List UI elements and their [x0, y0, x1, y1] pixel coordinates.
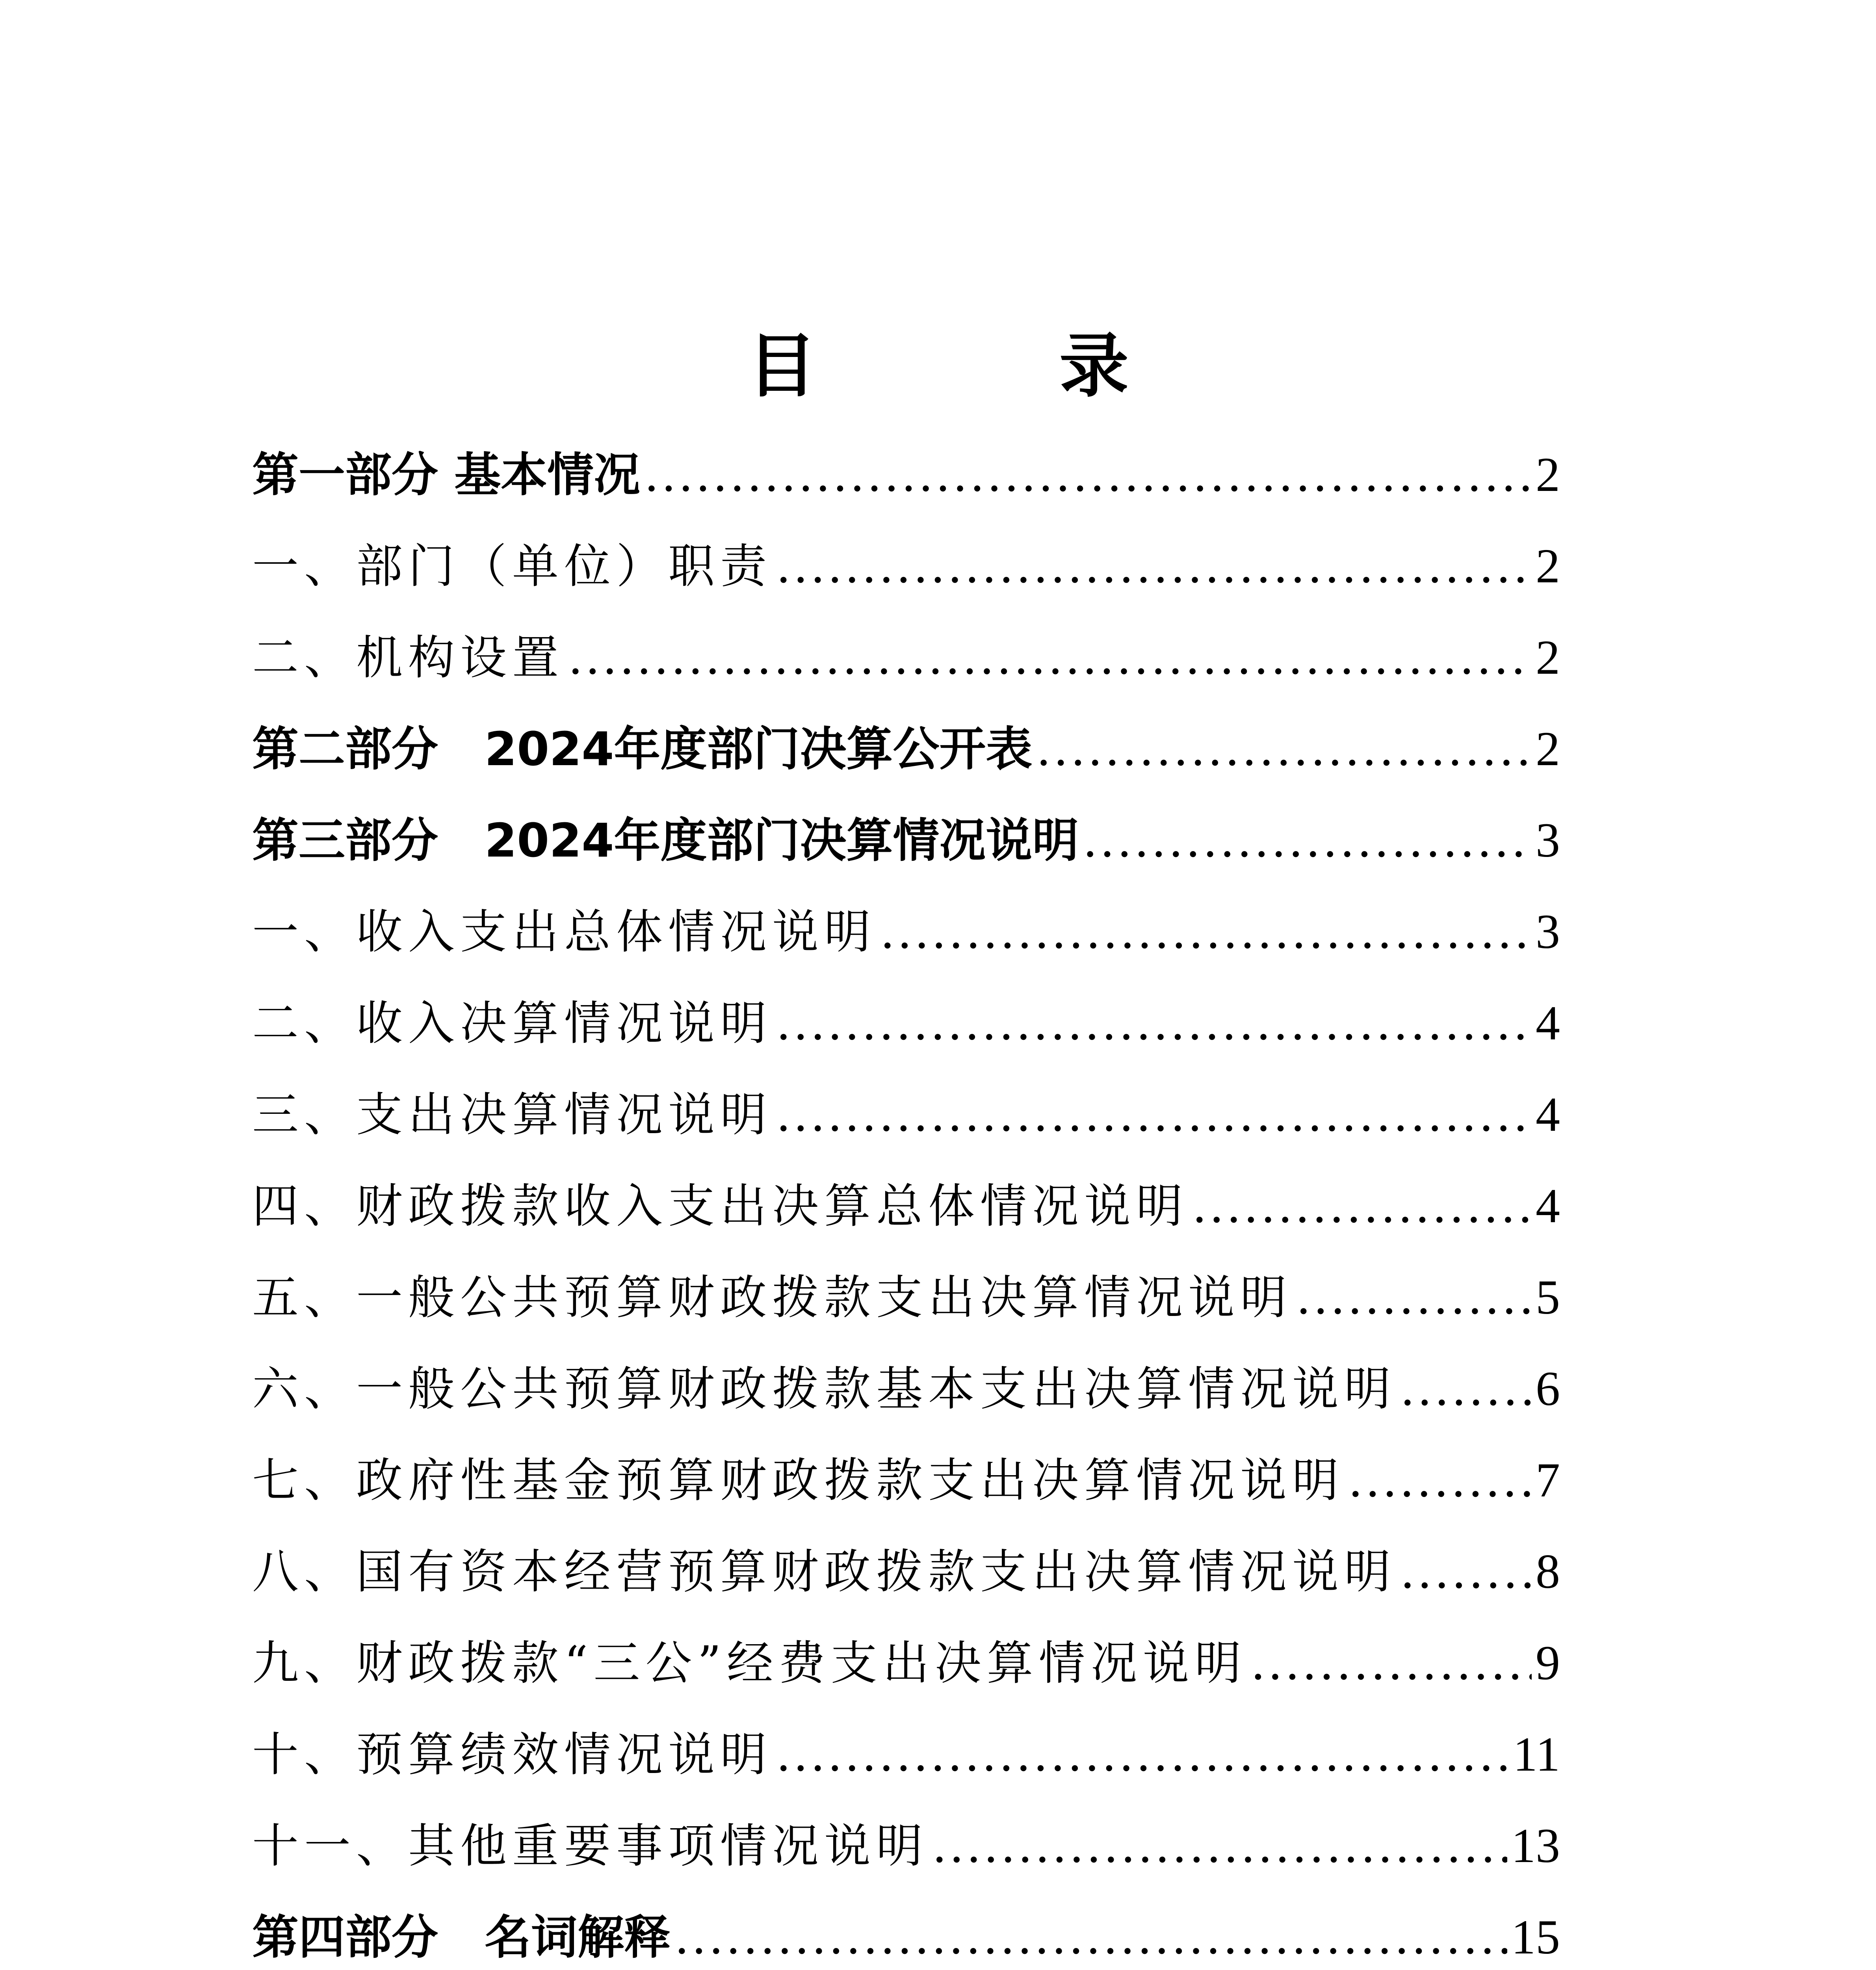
toc-entry-label: 七、政府性基金预算财政拨款支出决算情况说明 — [252, 1453, 1345, 1507]
table-of-contents — [252, 437, 1560, 1970]
toc-entry-page: 2 — [1536, 722, 1560, 776]
page-title: 目 录 — [747, 326, 1215, 407]
toc-entry-section-1-1[interactable] — [252, 529, 1560, 620]
toc-entry-section-3-8[interactable] — [252, 1534, 1560, 1626]
toc-entry-page: 15 — [1511, 1910, 1560, 1964]
toc-entry-part-1[interactable] — [252, 437, 1560, 529]
toc-entry-section-3-1[interactable] — [252, 894, 1560, 986]
toc-entry-part-4[interactable] — [252, 1900, 1560, 1970]
toc-entry-label: 十、预算绩效情况说明 — [252, 1727, 773, 1782]
toc-dot-leader — [568, 630, 1532, 685]
toc-dot-leader — [776, 1727, 1509, 1782]
toc-dot-leader — [1400, 1544, 1532, 1599]
toc-entry-section-3-2[interactable] — [252, 986, 1560, 1077]
toc-entry-label: 一、收入支出总体情况说明 — [252, 905, 877, 959]
toc-entry-section-1-2[interactable] — [252, 620, 1560, 712]
toc-entry-section-3-3[interactable] — [252, 1077, 1560, 1169]
toc-entry-label: 八、国有资本经营预算财政拨款支出决算情况说明 — [252, 1544, 1397, 1599]
toc-dot-leader — [932, 1819, 1507, 1873]
toc-entry-page: 4 — [1536, 996, 1560, 1050]
toc-dot-leader — [674, 1910, 1507, 1964]
toc-entry-page: 13 — [1511, 1819, 1560, 1873]
toc-entry-page: 3 — [1536, 905, 1560, 959]
toc-dot-leader — [1083, 813, 1532, 868]
toc-dot-leader — [776, 1087, 1532, 1142]
toc-entry-section-3-4[interactable] — [252, 1169, 1560, 1260]
toc-entry-section-3-11[interactable] — [252, 1808, 1560, 1900]
toc-entry-label: 二、机构设置 — [252, 630, 565, 685]
toc-dot-leader — [880, 905, 1532, 959]
toc-dot-leader — [1348, 1453, 1532, 1507]
toc-entry-label: 九、财政拨款“三公”经费支出决算情况说明 — [252, 1636, 1247, 1690]
toc-entry-section-3-10[interactable] — [252, 1717, 1560, 1808]
toc-entry-label: 十一、其他重要事项情况说明 — [252, 1819, 929, 1873]
toc-entry-label: 四、财政拨款收入支出决算总体情况说明 — [252, 1179, 1189, 1233]
toc-entry-page: 2 — [1536, 539, 1560, 593]
toc-dot-leader — [1036, 722, 1532, 776]
toc-entry-page: 8 — [1536, 1544, 1560, 1598]
toc-entry-page: 5 — [1536, 1270, 1560, 1324]
toc-dot-leader — [1251, 1636, 1532, 1690]
toc-entry-label: 第三部分 2024年度部门决算情况说明 — [252, 813, 1079, 868]
toc-entry-page: 3 — [1536, 813, 1560, 867]
toc-entry-page: 2 — [1536, 448, 1560, 502]
toc-dot-leader — [1296, 1270, 1532, 1325]
toc-entry-section-3-6[interactable] — [252, 1351, 1560, 1443]
toc-entry-page: 4 — [1536, 1087, 1560, 1141]
toc-entry-label: 一、部门（单位）职责 — [252, 539, 773, 593]
toc-entry-label: 第一部分 基本情况 — [252, 448, 641, 502]
toc-entry-part-2[interactable] — [252, 712, 1560, 803]
toc-entry-label: 六、一般公共预算财政拨款基本支出决算情况说明 — [252, 1362, 1397, 1416]
toc-entry-section-3-9[interactable] — [252, 1626, 1560, 1717]
toc-entry-page: 4 — [1536, 1179, 1560, 1233]
toc-entry-page: 11 — [1513, 1727, 1560, 1781]
toc-entry-label: 第二部分 2024年度部门决算公开表 — [252, 722, 1033, 776]
toc-entry-section-3-7[interactable] — [252, 1443, 1560, 1534]
toc-entry-label: 二、收入决算情况说明 — [252, 996, 773, 1050]
toc-entry-label: 第四部分 名词解释 — [252, 1910, 671, 1964]
toc-dot-leader — [1400, 1362, 1532, 1416]
toc-entry-section-3-5[interactable] — [252, 1260, 1560, 1351]
toc-entry-page: 7 — [1536, 1453, 1560, 1507]
toc-dot-leader — [776, 539, 1532, 593]
toc-entry-label: 三、支出决算情况说明 — [252, 1087, 773, 1142]
toc-dot-leader — [644, 448, 1532, 502]
toc-entry-page: 2 — [1536, 630, 1560, 684]
toc-dot-leader — [776, 996, 1532, 1050]
toc-entry-part-3[interactable] — [252, 803, 1560, 894]
toc-entry-page: 6 — [1536, 1362, 1560, 1416]
toc-entry-label: 五、一般公共预算财政拨款支出决算情况说明 — [252, 1270, 1293, 1325]
toc-dot-leader — [1192, 1179, 1532, 1233]
toc-entry-page: 9 — [1536, 1636, 1560, 1690]
